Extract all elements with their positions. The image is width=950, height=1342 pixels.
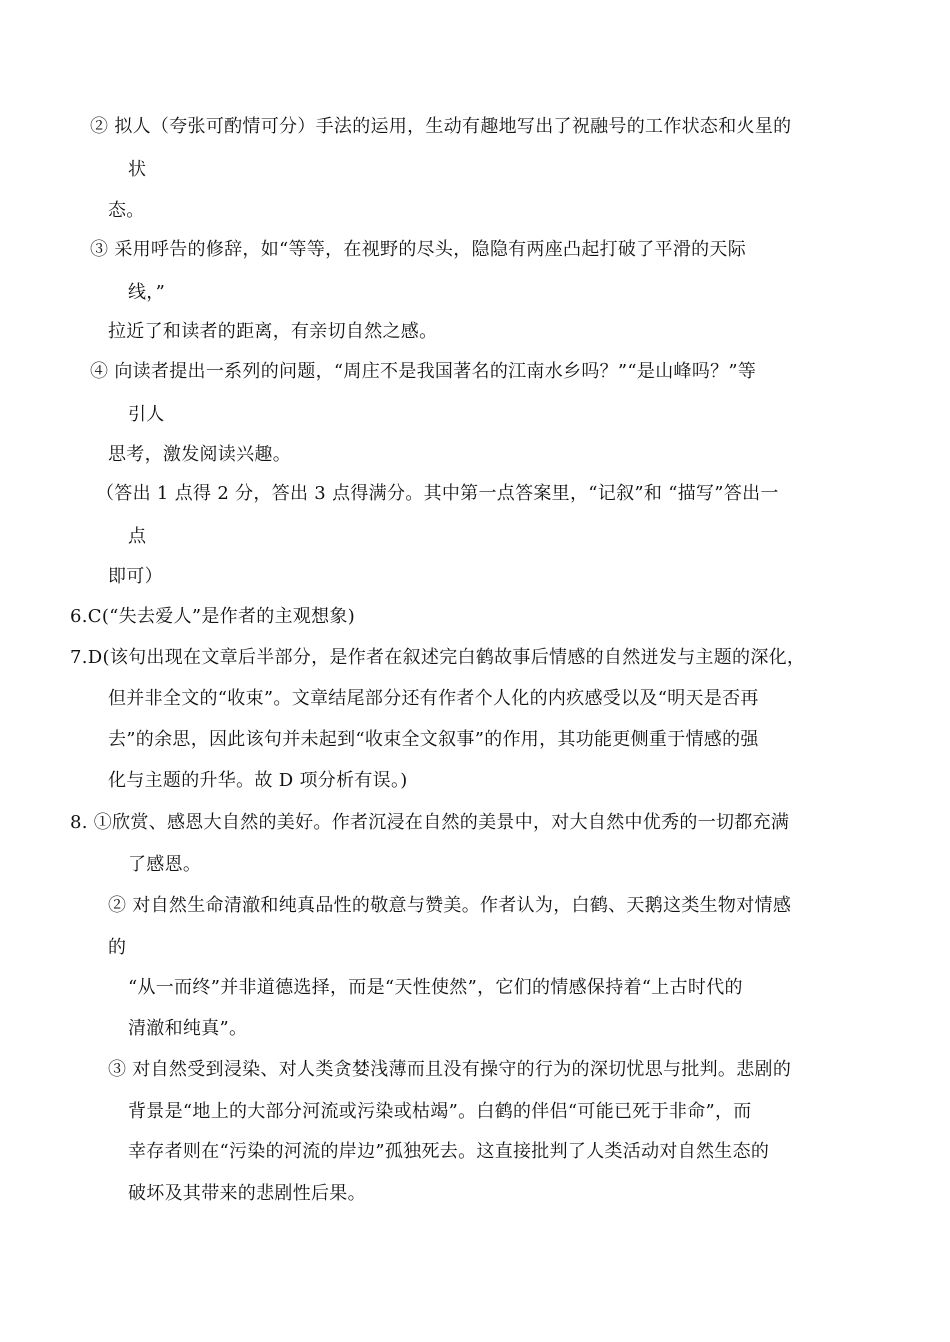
answer-8-2-wrap-b: “从一而终”并非道德选择，而是“天性使然”，它们的情感保持着“上古时代的 (128, 977, 743, 998)
answer-line-5-4-wrap-a: 引人 (128, 404, 165, 425)
answer-line-5-4-wrap-b: 思考，激发阅读兴趣。 (108, 444, 291, 465)
answer-7-line-4: 化与主题的升华。故 D 项分析有误。) (108, 770, 408, 791)
answer-line-5-2-wrap-b: 态。 (108, 200, 145, 221)
answer-line-5-4: ④ 向读者提出一系列的问题，“周庄不是我国著名的江南水乡吗？”“是山峰吗？”等 (90, 361, 757, 382)
scoring-note-wrap-b: 即可） (108, 566, 163, 587)
answer-8-3-line-2: 背景是“地上的大部分河流或污染或枯竭”。白鹤的伴侣“可能已死于非命”，而 (128, 1101, 752, 1122)
answer-line-5-3-wrap-b: 拉近了和读者的距离，有亲切自然之感。 (108, 321, 438, 342)
answer-8-3-line-3: 幸存者则在“污染的河流的岸边”孤独死去。这直接批判了人类活动对自然生态的 (128, 1141, 770, 1162)
answer-8-3: ③ 对自然受到浸染、对人类贪婪浅薄而且没有操守的行为的深切忧思与批判。悲剧的 (108, 1059, 792, 1080)
answer-7-line-3: 去”的余思，因此该句并未起到“收束全文叙事”的作用，其功能更侧重于情感的强 (108, 729, 759, 750)
answer-line-5-2: ② 拟人（夸张可酌情可分）手法的运用，生动有趣地写出了祝融号的工作状态和火星的 (90, 116, 792, 137)
answer-6: 6.C(“失去爱人”是作者的主观想象) (70, 606, 356, 627)
scoring-note: （答出 1 点得 2 分，答出 3 点得满分。其中第一点答案里，“记叙”和 “描写”答出一 (96, 483, 779, 504)
answer-8-2: ② 对自然生命清澈和纯真品性的敬意与赞美。作者认为，白鹤、天鹅这类生物对情感 (108, 895, 792, 916)
answer-7: 7.D(该句出现在文章后半部分，是作者在叙述完白鹤故事后情感的自然迸发与主题的深化， (70, 647, 806, 668)
answer-line-5-3: ③ 采用呼告的修辞，如“等等，在视野的尽头，隐隐有两座凸起打破了平滑的天际 (90, 239, 747, 260)
answer-8-3-line-4: 破坏及其带来的悲剧性后果。 (128, 1183, 366, 1204)
scoring-note-wrap-a: 点 (128, 526, 147, 547)
answer-8-2-wrap-a: 的 (108, 937, 127, 958)
answer-7-line-2: 但并非全文的“收束”。文章结尾部分还有作者个人化的内疚感受以及“明天是否再 (108, 688, 759, 709)
answer-8-1-wrap: 了感恩。 (128, 854, 202, 875)
answer-line-5-2-wrap-a: 状 (128, 159, 147, 180)
answer-line-5-3-wrap-a: 线，” (128, 282, 166, 303)
answer-8-2-wrap-c: 清澈和纯真”。 (128, 1018, 248, 1039)
answer-8-1: 8. ①欣赏、感恩大自然的美好。作者沉浸在自然的美景中，对大自然中优秀的一切都充满 (70, 812, 790, 833)
